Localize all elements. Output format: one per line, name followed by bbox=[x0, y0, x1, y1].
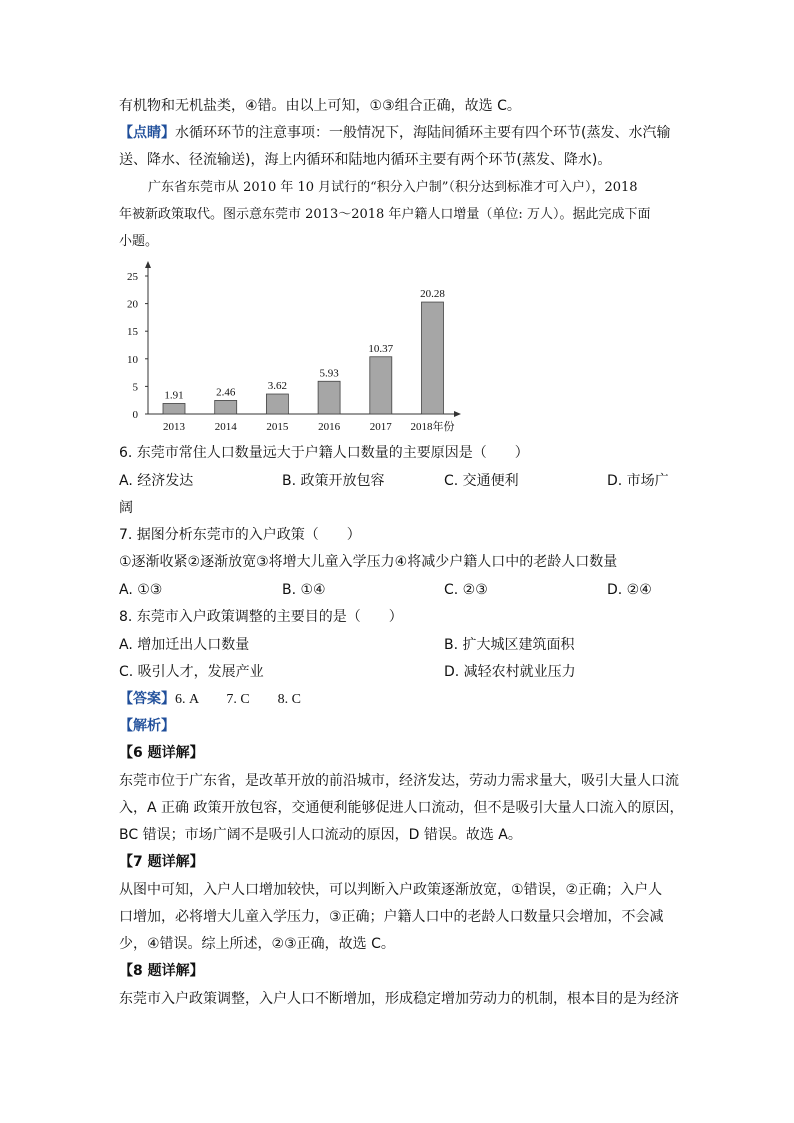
data-label: 2.46 bbox=[216, 386, 236, 399]
q8-option-d: D. 减轻农村就业压力 bbox=[444, 664, 576, 680]
data-label: 1.91 bbox=[164, 389, 184, 402]
detail-7-line: 从图中可知，入户人口增加较快，可以判断入户政策逐渐放宽，①错误，②正确；入户人 bbox=[119, 882, 663, 898]
text-line: 有机物和无机盐类，④错。由以上可知，①③组合正确，故选 C。 bbox=[119, 98, 521, 114]
bar bbox=[215, 400, 237, 414]
q6-option-b: B. 政策开放包容 bbox=[282, 473, 385, 489]
intro-line-1: 广东省东莞市从 2010 年 10 月试行的“积分入户制”（积分达到标准才可入户），2018 bbox=[148, 180, 638, 195]
q7-option-d: D. ②④ bbox=[607, 582, 652, 598]
question-7-stem: 7. 据图分析东莞市的入户政策（ ） bbox=[119, 527, 361, 543]
data-label: 3.62 bbox=[267, 380, 288, 393]
detail-8-line: 东莞市入户政策调整，入户人口不断增加，形成稳定增加劳动力的机制，根本目的是为经济 bbox=[119, 991, 679, 1007]
y-tick-label: 5 bbox=[132, 381, 138, 394]
detail-6-line: 东莞市位于广东省，是改革开放的前沿城市，经济发达，劳动力需求量大，吸引大量人口流 bbox=[119, 773, 679, 789]
question-6-stem: 6. 东莞市常住人口数量远大于户籍人口数量的主要原因是（ ） bbox=[119, 445, 529, 461]
question-8-stem: 8. 东莞市入户政策调整的主要目的是（ ） bbox=[119, 609, 403, 625]
q7-option-b: B. ①④ bbox=[282, 582, 326, 598]
x-tick-label: 2013 bbox=[163, 421, 185, 433]
q6-option-a: A. 经济发达 bbox=[119, 473, 194, 489]
bar-chart bbox=[112, 258, 472, 438]
answer-tag: 【答案】 bbox=[119, 691, 175, 707]
q6-option-c: C. 交通便利 bbox=[444, 473, 519, 489]
dianjing-text: 水循环环节的注意事项：一般情况下，海陆间循环主要有四个环节(蒸发、水汽输 bbox=[175, 125, 671, 141]
bar bbox=[370, 357, 392, 414]
y-tick-label: 15 bbox=[127, 326, 138, 339]
q8-option-c: C. 吸引人才，发展产业 bbox=[119, 664, 264, 680]
data-label: 20.28 bbox=[420, 288, 445, 301]
bar bbox=[318, 381, 340, 414]
answer-line bbox=[119, 689, 675, 710]
y-tick-label: 25 bbox=[127, 271, 138, 283]
question-7-items: ①逐渐收紧②逐渐放宽③将增大儿童入学压力④将减少户籍人口中的老龄人口数量 bbox=[119, 554, 618, 570]
bar bbox=[422, 302, 444, 414]
detail-6-line: BC 错误；市场广阔不是吸引人口流动的原因，D 错误。故选 A。 bbox=[119, 827, 522, 843]
x-tick-label: 2016 bbox=[318, 421, 341, 433]
data-label: 5.93 bbox=[319, 367, 339, 380]
x-tick-label: 2014 bbox=[214, 421, 237, 433]
x-tick-label: 2018年份 bbox=[410, 421, 455, 433]
q7-option-c: C. ②③ bbox=[444, 582, 488, 598]
y-axis-arrow bbox=[145, 261, 151, 268]
text-line: 送、降水、径流输送)，海上内循环和陆地内循环主要有两个环节(蒸发、降水)。 bbox=[119, 152, 612, 168]
q6-option-d: D. 市场广 bbox=[607, 473, 669, 489]
intro-line-3: 小题。 bbox=[119, 234, 159, 249]
detail-8-tag: 【8 题详解】 bbox=[119, 963, 204, 979]
x-tick-label: 2017 bbox=[369, 421, 392, 433]
intro-line-2: 年被新政策取代。图示意东莞市 2013～2018 年户籍人口增量（单位: 万人）。据此完成下面 bbox=[119, 207, 651, 222]
q7-option-a: A. ①③ bbox=[119, 582, 163, 598]
bar bbox=[163, 403, 185, 414]
detail-6-line: 入，A 正确 政策开放包容，交通便利能够促进人口流动，但不是吸引大量人口流入的原因， bbox=[119, 800, 684, 816]
x-tick-label: 2015 bbox=[266, 421, 289, 433]
detail-7-line: 少，④错误。综上所述，②③正确，故选 C。 bbox=[119, 936, 395, 952]
bar bbox=[266, 394, 288, 414]
y-tick-label: 10 bbox=[127, 353, 138, 366]
detail-6-tag: 【6 题详解】 bbox=[119, 745, 204, 761]
data-label: 10.37 bbox=[368, 342, 394, 355]
y-tick-label: 0 bbox=[132, 409, 138, 421]
y-tick-label: 20 bbox=[127, 298, 138, 311]
detail-7-line: 口增加，必将增大儿童入学压力，③正确；户籍人口中的老龄人口数量只会增加，不会减 bbox=[119, 909, 664, 925]
q8-option-b: B. 扩大城区建筑面积 bbox=[444, 637, 575, 653]
dianjing-tag: 【点睛】 bbox=[119, 125, 175, 141]
x-axis-arrow bbox=[454, 411, 461, 417]
q6-option-d-wrap: 阔 bbox=[119, 500, 133, 516]
answer-text: 6. A 7. C 8. C bbox=[175, 692, 302, 707]
analysis-tag: 【解析】 bbox=[119, 718, 175, 734]
q8-option-a: A. 增加迁出人口数量 bbox=[119, 637, 250, 653]
dianjing-line bbox=[119, 123, 675, 143]
detail-7-tag: 【7 题详解】 bbox=[119, 854, 204, 870]
